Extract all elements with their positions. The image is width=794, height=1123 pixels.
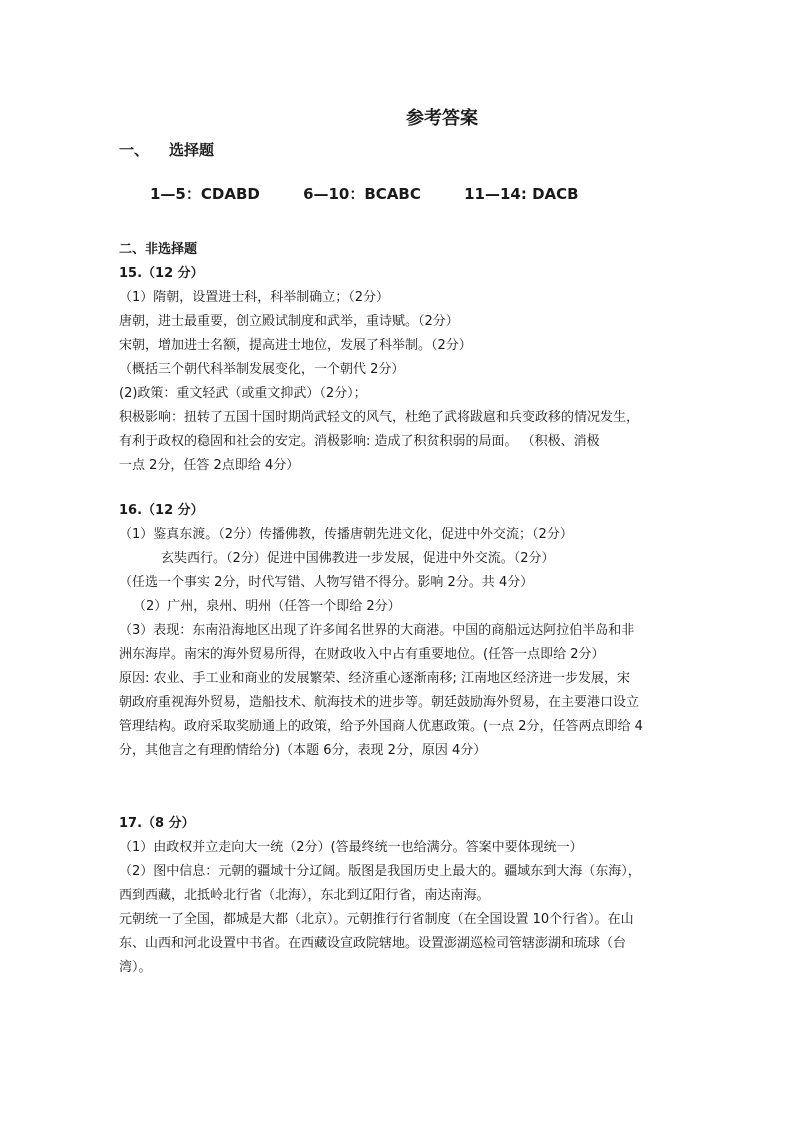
q15-line: 唐朝，进士最重要，创立殿试制度和武举，重诗赋。（2分）	[119, 314, 459, 329]
q15-line: 一点 2分，任答 2点即给 4分）	[119, 458, 300, 473]
answer-group: 11—14: DACB	[464, 185, 579, 203]
section-2-heading: 二、非选择题	[119, 242, 198, 257]
q17-heading: 17.（8 分）	[119, 816, 195, 831]
q16-line: 洲东海岸。南宋的海外贸易所得，在财政收入中占有重要地位。(任答一点即给 2分）	[119, 647, 605, 662]
q15-line: 积极影响：扭转了五国十国时期尚武轻文的风气，杜绝了武将跋扈和兵变政移的情况发生，	[119, 410, 640, 425]
page-title: 参考答案	[406, 108, 478, 129]
q16-line: 管理结构。政府采取奖励通上的政策，给予外国商人优惠政策。(一点 2分，任答两点即给 4	[119, 719, 643, 734]
q16-line: 原因: 农业、手工业和商业的发展繁荣、经济重心逐渐南移; 江南地区经济进一步发展，宋	[119, 671, 631, 686]
q15-line: （概括三个朝代科举制发展变化，一个朝代 2分）	[119, 362, 405, 377]
q16-line: 朝政府重视海外贸易，造船技术、航海技术的进步等。朝廷鼓励海外贸易，在主要港口设立	[119, 695, 640, 710]
q17-line: 西到西藏，北抵岭北行省（北海），东北到辽阳行省，南达南海。	[119, 888, 490, 903]
q16-line: 分，其他言之有理酌情给分)（本题 6分，表现 2分，原因 4分）	[119, 743, 487, 758]
q15-line: 有利于政权的稳固和社会的安定。消极影响: 造成了积贫积弱的局面。 （积极、消极	[119, 434, 600, 449]
section-1-number: 一、	[119, 141, 150, 159]
section-1-title: 选择题	[169, 141, 215, 159]
q16-line: （2）广州，泉州、明州（任答一个即给 2分）	[133, 599, 401, 614]
q16-line: （1）鉴真东渡。（2分）传播佛教，传播唐朝先进文化，促进中外交流；（2分）	[119, 527, 573, 542]
question-16	[119, 499, 679, 763]
q17-line: 湾）。	[119, 960, 152, 975]
section-1-heading	[119, 139, 214, 160]
q16-heading: 16.（12 分）	[119, 503, 204, 518]
question-17	[119, 812, 679, 980]
q17-line: 元朝统一了全国，都城是大都（北京）。元朝推行行省制度（在全国设置 10个行省）。在山	[119, 912, 634, 927]
choice-answers	[150, 183, 617, 204]
q15-line: 宋朝，增加进士名额，提高进士地位，发展了科举制。（2分）	[119, 338, 472, 353]
answer-group: 6—10：BCABC	[303, 185, 421, 203]
q16-line: 玄奘西行。（2分）促进中国佛教进一步发展，促进中外交流。（2分）	[161, 551, 555, 566]
section-2	[119, 238, 679, 478]
q15-heading: 15.（12 分）	[119, 266, 204, 281]
q16-line: （3）表现：东南沿海地区出现了许多闻名世界的大商港。中国的商船远达阿拉伯半岛和非	[119, 623, 635, 638]
q15-line: （1）隋朝，设置进士科，科举制确立；（2分）	[119, 290, 390, 305]
q17-line: 东、山西和河北设置中书省。在西藏设宣政院辖地。设置澎湖巡检司管辖澎湖和琉球（台	[119, 936, 627, 951]
q16-line: （任选一个事实 2分，时代写错、人物写错不得分。影响 2分。共 4分）	[119, 575, 534, 590]
q15-line: (2)政策：重文轻武（或重文抑武）（2分）；	[119, 386, 367, 401]
answer-group: 1—5：CDABD	[150, 185, 260, 203]
q17-line: （2）图中信息：元朝的疆域十分辽阔。版图是我国历史上最大的。疆域东到大海（东海），	[119, 864, 641, 879]
q17-line: （1）由政权并立走向大一统（2分）(答最终统一也给满分。答案中要体现统一）	[119, 840, 583, 855]
